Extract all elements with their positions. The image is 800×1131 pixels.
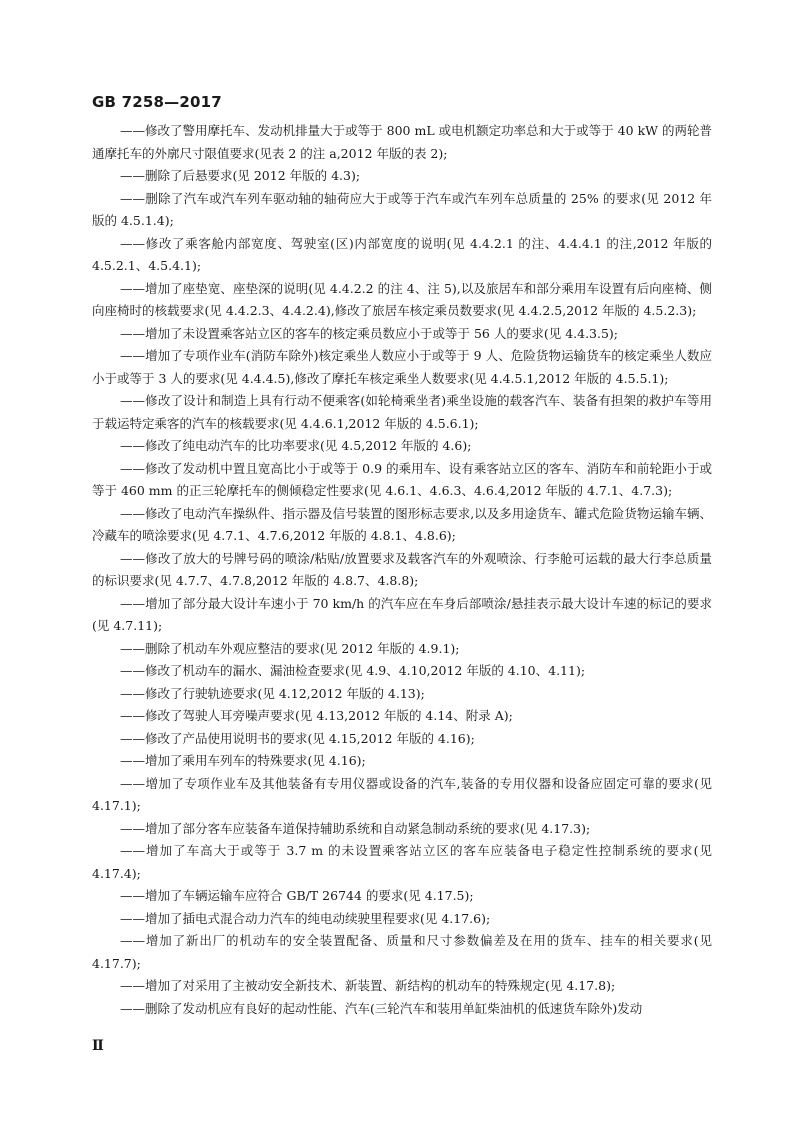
list-item: ——修改了发动机中置且宽高比小于或等于 0.9 的乘用车、设有乘客站立区的客车、消防车和前轮距小于或等于 460 mm 的正三轮摩托车的侧倾稳定性要求(见 4.6.1、4.6.3、4.6.4,2012 年版的 4.7.1、4.7.3); xyxy=(92,460,712,498)
list-item: ——增加了座垫宽、座垫深的说明(见 4.4.2.2 的注 4、注 5),以及旅居车和部分乘用车设置有后向座椅、侧向座椅时的核载要求(见 4.4.2.3、4.4.2.4),修改了旅居车核定乘员数要求(见 4.4.2.5,2012 年版的 4.5.2.3); xyxy=(92,280,712,318)
list-item: ——增加了新出厂的机动车的安全装置配备、质量和尺寸参数偏差及在用的货车、挂车的相关要求(见 4.17.7); xyxy=(92,933,712,971)
list-item: ——增加了车高大于或等于 3.7 m 的未设置乘客站立区的客车应装备电子稳定性控制系统的要求(见 4.17.4); xyxy=(92,843,712,881)
list-item: ——增加了专项作业车(消防车除外)核定乘坐人数应小于或等于 9 人、危险货物运输货车的核定乘坐人数应小于或等于 3 人的要求(见 4.4.4.5),修改了摩托车核定乘坐人数要求(见 4.4.5.1,2012 年版的 4.5.5.1); xyxy=(92,348,712,386)
list-item: ——修改了机动车的漏水、漏油检查要求(见 4.9、4.10,2012 年版的 4.10、4.11); xyxy=(120,663,586,678)
list-item: ——删除了发动机应有良好的起动性能、汽车(三轮汽车和装用单缸柴油机的低速货车除外)发动 xyxy=(120,1000,643,1016)
list-item: ——增加了专项作业车及其他装备有专用仪器或设备的汽车,装备的专用仪器和设备应固定可靠的要求(见 4.17.1); xyxy=(92,775,712,813)
list-item: ——增加了部分最大设计车速小于 70 km/h 的汽车应在车身后部喷涂/悬挂表示最大设计车速的标记的要求(见 4.7.11); xyxy=(92,595,712,633)
amendment-list xyxy=(92,120,712,1020)
list-item: ——修改了驾驶人耳旁噪声要求(见 4.13,2012 年版的 4.14、附录 A); xyxy=(120,708,513,723)
list-item: ——增加了车辆运输车应符合 GB/T 26744 的要求(见 4.17.5); xyxy=(120,888,474,903)
list-item: ——增加了插电式混合动力汽车的纯电动续驶里程要求(见 4.17.6); xyxy=(120,910,491,926)
list-item: ——增加了未设置乘客站立区的客车的核定乘员数应小于或等于 56 人的要求(见 4.4.3.5); xyxy=(120,325,619,341)
standard-code: GB 7258—2017 xyxy=(92,93,222,111)
list-item: ——删除了汽车或汽车列车驱动轴的轴荷应大于或等于汽车或汽车列车总质量的 25% 的要求(见 2012 年版的 4.5.1.4); xyxy=(92,190,712,228)
list-item: ——修改了行驶轨迹要求(见 4.12,2012 年版的 4.13); xyxy=(120,685,425,701)
list-item: ——删除了机动车外观应整洁的要求(见 2012 年版的 4.9.1); xyxy=(120,640,460,656)
list-item: ——修改了产品使用说明书的要求(见 4.15,2012 年版的 4.16); xyxy=(120,730,475,746)
list-item: ——删除了后悬要求(见 2012 年版的 4.3); xyxy=(120,168,361,183)
list-item: ——修改了设计和制造上具有行动不便乘客(如轮椅乘坐者)乘坐设施的载客汽车、装备有担架的救护车等用于载运特定乘客的汽车的核载要求(见 4.4.6.1,2012 年版的 4.5.6.1); xyxy=(92,393,712,431)
page-number: Ⅱ xyxy=(92,1038,104,1054)
list-item: ——修改了纯电动汽车的比功率要求(见 4.5,2012 年版的 4.6); xyxy=(120,438,472,453)
list-item: ——修改了放大的号牌号码的喷涂/粘贴/放置要求及载客汽车的外观喷涂、行李舱可运载的最大行李总质量的标识要求(见 4.7.7、4.7.8,2012 年版的 4.8.7、4.8.8); xyxy=(92,550,712,588)
list-item: ——修改了电动汽车操纵件、指示器及信号装置的图形标志要求,以及多用途货车、罐式危险货物运输车辆、冷藏车的喷涂要求(见 4.7.1、4.7.6,2012 年版的 4.8.1、4.8.6); xyxy=(92,505,712,543)
list-item: ——增加了部分客车应装备车道保持辅助系统和自动紧急制动系统的要求(见 4.17.3); xyxy=(120,820,591,836)
list-item: ——增加了乘用车列车的特殊要求(见 4.16); xyxy=(120,753,366,768)
list-item: ——增加了对采用了主被动安全新技术、新装置、新结构的机动车的特殊规定(见 4.17.8); xyxy=(120,978,616,993)
list-item: ——修改了乘客舱内部宽度、驾驶室(区)内部宽度的说明(见 4.4.2.1 的注、4.4.4.1 的注,2012 年版的 4.5.2.1、4.5.4.1); xyxy=(92,235,712,273)
list-item: ——修改了警用摩托车、发动机排量大于或等于 800 mL 或电机额定功率总和大于或等于 40 kW 的两轮普通摩托车的外廓尺寸限值要求(见表 2 的注 a,2012 年版的表 2); xyxy=(92,123,712,161)
